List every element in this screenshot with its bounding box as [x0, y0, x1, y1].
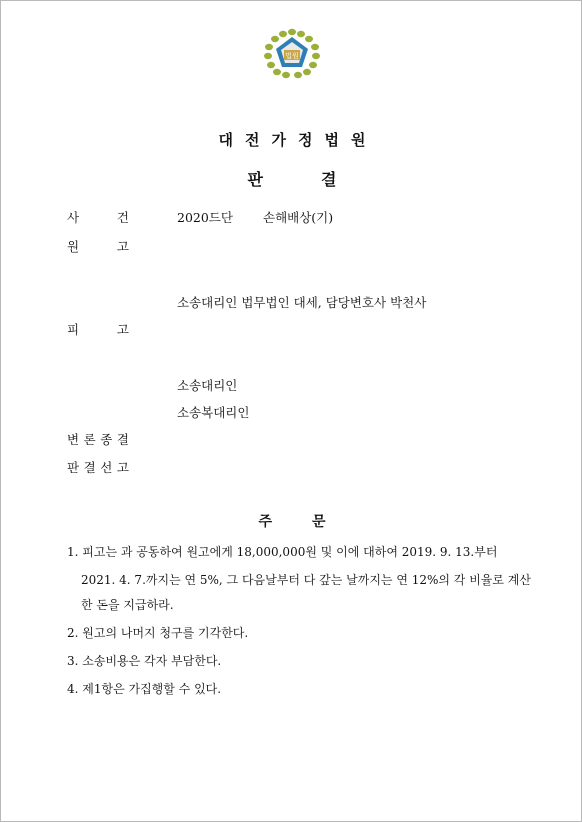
order-heading: 주문 — [258, 514, 366, 530]
label-char: 피 — [67, 322, 80, 337]
case-title: 손해배상(기) — [263, 210, 334, 225]
defendant-label — [67, 320, 129, 338]
label-char: 선 — [100, 460, 113, 475]
case-label — [67, 208, 129, 226]
order-item-1-line-2: 2021. 4. 7.까지는 연 5%, 그 다음날부터 다 갚는 날까지는 연 12%의 각 비율로 계산 — [81, 573, 531, 587]
label-char: 종 — [100, 432, 113, 447]
label-char: 건 — [116, 210, 129, 225]
court-emblem-logo — [263, 27, 321, 79]
order-item-4: 4. 제1항은 가집행할 수 있다. — [67, 682, 222, 696]
emblem-text: 법원 — [285, 52, 299, 60]
hearing-end-label — [67, 430, 129, 448]
court-name: 대전가정법원 — [218, 131, 378, 149]
label-char: 론 — [83, 432, 96, 447]
order-item-1-line-1: 1. 피고는 과 공동하여 원고에게 18,000,000원 및 이에 대하여 2019. 9. 13.부터 — [67, 545, 498, 559]
case-number: 2020드단 — [177, 210, 233, 225]
order-item-1-line-3: 한 돈을 지급하라. — [81, 598, 174, 612]
defendant-counsel: 소송대리인 — [177, 378, 238, 393]
label-char: 고 — [116, 239, 129, 254]
order-item-3: 3. 소송비용은 각자 부담한다. — [67, 654, 222, 668]
label-char: 고 — [116, 322, 129, 337]
plaintiff-counsel: 소송대리인 법무법인 대세, 담당변호사 박천사 — [177, 295, 427, 310]
judgment-date-label — [67, 458, 129, 476]
order-item-2: 2. 원고의 나머지 청구를 기각한다. — [67, 626, 249, 640]
label-char: 사 — [67, 210, 80, 225]
label-char: 결 — [83, 460, 96, 475]
document-type: 판결 — [247, 170, 395, 189]
label-char: 판 — [67, 460, 80, 475]
label-char: 원 — [67, 239, 80, 254]
label-char: 변 — [67, 432, 80, 447]
label-char: 고 — [116, 460, 129, 475]
plaintiff-label — [67, 237, 129, 255]
defendant-sub-counsel: 소송복대리인 — [177, 405, 250, 420]
label-char: 결 — [116, 432, 129, 447]
